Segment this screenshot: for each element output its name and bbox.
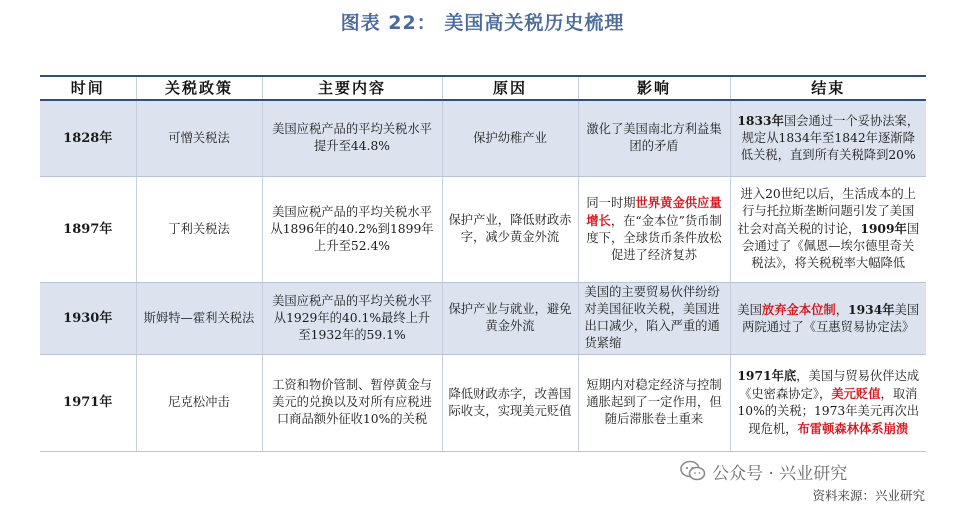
header-reason: 原因 (442, 76, 578, 100)
cell-reason: 降低财政赤字，改善国际收支，实现美元贬值 (442, 354, 578, 451)
table-row (40, 176, 926, 282)
cell-content: 美国应税产品的平均关税水平提升至44.8% (262, 100, 442, 176)
table-row (40, 282, 926, 354)
bold-text: 1833年 (737, 113, 784, 129)
text-run: 同一时期 (586, 196, 636, 210)
cell-policy: 尼克松冲击 (136, 354, 262, 451)
text-run: ，取消10%的关税；1973年美元再次出现危机， (737, 387, 920, 436)
cell-end (730, 176, 926, 282)
rich-text (737, 114, 919, 162)
table-row (40, 100, 926, 176)
cell-reason: 保护产业，降低财政赤字，减少黄金外流 (442, 176, 578, 282)
tariff-history-table (40, 75, 926, 452)
cell-policy: 可憎关税法 (136, 100, 262, 176)
cell-year: 1971年 (40, 354, 136, 451)
highlight-text: 美元贬值 (831, 386, 881, 401)
bold-text: 1971年底 (737, 368, 797, 383)
highlight-text: 布雷顿森林体系崩溃 (797, 421, 909, 436)
rich-text (737, 187, 919, 270)
header-impact: 影响 (578, 76, 730, 100)
header-policy: 关税政策 (136, 76, 262, 100)
text-run: 美国两院通过了《互惠贸易协定法》 (742, 302, 920, 334)
highlight-text: 世界黄金供应量增长 (586, 195, 722, 228)
cell-end (730, 282, 926, 354)
watermark-text: 公众号 · 兴业研究 (712, 463, 848, 484)
rich-text (586, 196, 722, 262)
cell-content: 美国应税产品的平均关税水平从1896年的40.2%到1899年上升至52.4% (262, 176, 442, 282)
rich-text (737, 369, 919, 436)
header-content: 主要内容 (262, 76, 442, 100)
cell-year: 1897年 (40, 176, 136, 282)
cell-end (730, 354, 926, 451)
cell-content: 工资和物价管制、暂停黄金与美元的兑换以及对所有应税进口商品额外征收10%的关税 (262, 354, 442, 451)
cell-reason: 保护产业与就业，避免黄金外流 (442, 282, 578, 354)
cell-impact (578, 176, 730, 282)
bold-text: 1934年 (848, 301, 895, 317)
table-header-row (40, 76, 926, 100)
text-run: ， (835, 302, 849, 317)
header-end: 结束 (730, 76, 926, 100)
cell-impact: 短期内对稳定经济与控制通胀起到了一定作用，但随后滞胀卷土重来 (578, 354, 730, 451)
watermark (680, 458, 847, 484)
wechat-icon (680, 460, 706, 482)
cell-reason: 保护幼稚产业 (442, 100, 578, 176)
cell-content: 美国应税产品的平均关税水平从1929年的40.1%最终上升至1932年的59.1% (262, 282, 442, 354)
cell-impact: 美国的主要贸易伙伴纷纷对美国征收关税，美国进出口减少，陷入严重的通货紧缩 (578, 282, 730, 354)
text-run: 国会通过了《佩恩—埃尔德里奇关税法》，将关税税率大幅降低 (742, 222, 920, 270)
cell-policy: 丁利关税法 (136, 176, 262, 282)
rich-text (737, 303, 919, 334)
highlight-text: 放弃金本位制 (761, 301, 836, 317)
header-time: 时间 (40, 76, 136, 100)
cell-year: 1930年 (40, 282, 136, 354)
table-row (40, 354, 926, 451)
text-run: ，在“金本位”货币制度下，全球货币条件放松促进了经济复苏 (586, 214, 722, 262)
cell-policy: 斯姆特—霍利关税法 (136, 282, 262, 354)
cell-impact: 激化了美国南北方利益集团的矛盾 (578, 100, 730, 176)
figure-title: 图表 22： 美国高关税历史梳理 (340, 12, 625, 34)
source-note: 资料来源：兴业研究 (812, 488, 925, 503)
text-run: ，美国与贸易伙伴达成《史密森协定》， (739, 369, 920, 401)
cell-year: 1828年 (40, 100, 136, 176)
text-run: 美国 (737, 302, 762, 317)
cell-end (730, 100, 926, 176)
text-run: 国会通过一个妥协法案，规定从1834年至1842年逐渐降低关税，直到所有关税降到20% (740, 114, 920, 163)
text-run: 进入20世纪以后，生活成本的上行与托拉斯垄断问题引发了美国社会对高关税的讨论， (737, 187, 916, 236)
bold-text: 1909年 (860, 221, 907, 236)
